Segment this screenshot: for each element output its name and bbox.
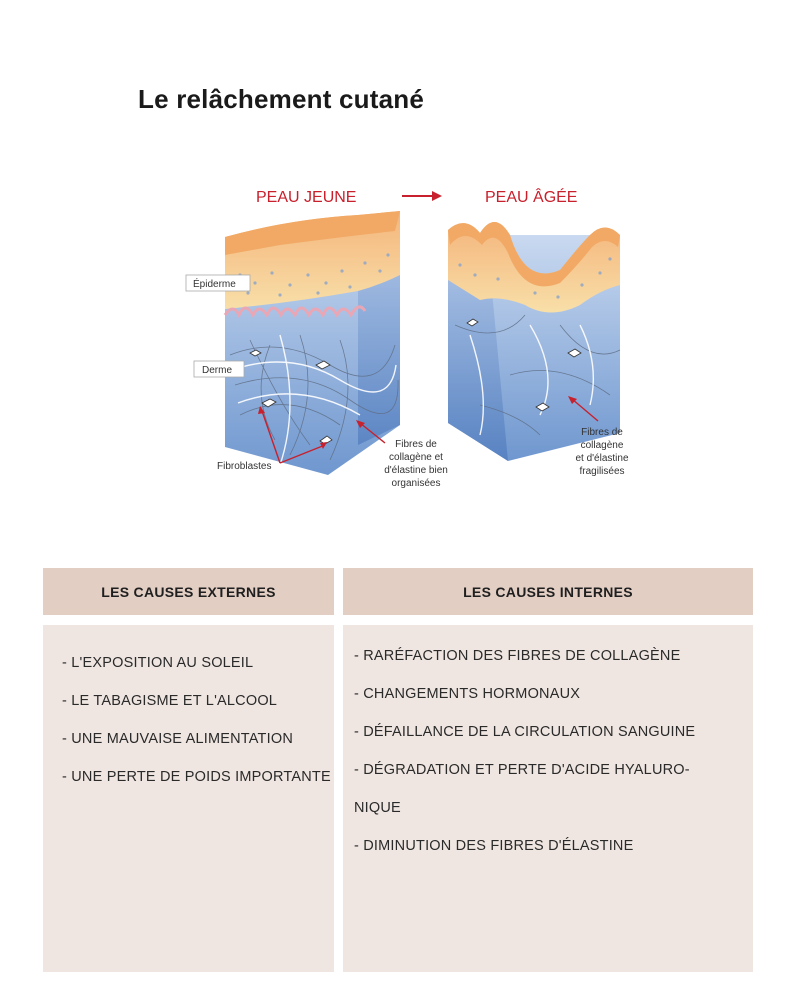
page-title [138,84,424,115]
list-item: - DÉGRADATION ET PERTE D'ACIDE HYALURO- [354,762,690,778]
old-skin-block [448,222,620,461]
svg-text:fragilisées: fragilisées [579,466,625,477]
old-fibres-caption [575,427,628,477]
svg-text:collagène: collagène [580,440,624,451]
derme-label: Derme [202,365,233,376]
old-skin-label: PEAU ÂGÉE [485,189,578,206]
young-fibres-caption [384,439,448,489]
skin-aging-illustration [180,175,640,505]
title-prefix: Le [138,84,169,114]
external-causes-list [62,644,331,796]
svg-text:collagène et: collagène et [389,452,443,463]
arrow-right-icon [402,191,442,201]
epiderme-label: Épiderme [193,279,236,290]
list-item: - UNE PERTE DE POIDS IMPORTANTE [62,769,331,785]
internal-causes-list [354,637,695,865]
fibroblastes-label: Fibroblastes [217,461,272,472]
list-item: - CHANGEMENTS HORMONAUX [354,686,581,702]
young-skin-label: PEAU JEUNE [256,189,357,206]
list-item: - RARÉFACTION DES FIBRES DE COLLAGÈNE [354,648,681,664]
external-causes-header: LES CAUSES EXTERNES [43,568,334,615]
list-item-continuation: NIQUE [354,800,401,816]
list-item: - DIMINUTION DES FIBRES D'ÉLASTINE [354,838,634,854]
svg-text:organisées: organisées [391,478,441,489]
list-item: - DÉFAILLANCE DE LA CIRCULATION SANGUINE [354,724,696,740]
svg-text:Fibres de: Fibres de [395,439,437,450]
internal-causes-header: LES CAUSES INTERNES [343,568,753,615]
title-emphasis: relâchement cutané [176,84,424,114]
list-item: - LE TABAGISME ET L'ALCOOL [62,693,278,709]
skin-diagram-svg [180,175,640,505]
list-item: - L'EXPOSITION AU SOLEIL [62,655,254,671]
list-item: - UNE MAUVAISE ALIMENTATION [62,731,293,747]
young-skin-block [225,211,400,475]
svg-text:et d'élastine: et d'élastine [575,453,629,464]
svg-text:d'élastine bien: d'élastine bien [384,465,448,476]
svg-text:Fibres de: Fibres de [581,427,623,438]
